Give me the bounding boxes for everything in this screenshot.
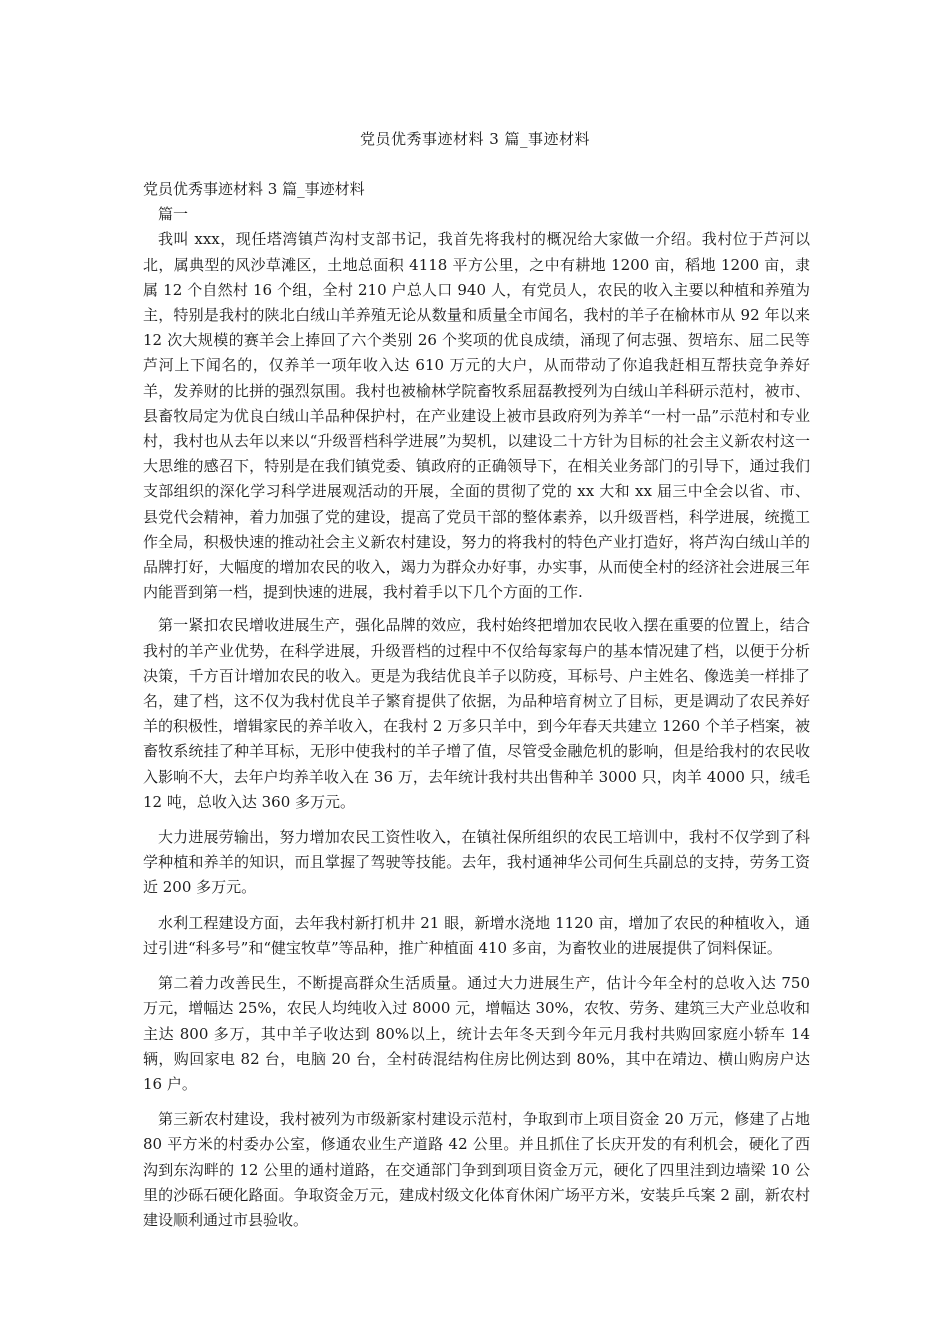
paragraph-2: 第一紧扣农民增收进展生产，强化品牌的效应，我村始终把增加农民收入摆在重要的位置上，结合我村的羊产业优势，在科学进展，升级晋档的过程中不仅给每家每户的基本情况建了档，以便于分析决策，千方百计增加农民的收入。更是为我结优良羊子以防疫，耳标号、户主姓名、像选美一样排了名，建了档，这不仅为我村优良羊子繁育提供了依据，为品种培育树立了目标，更是调动了农民养好羊的积极性，增辑家民的养羊收入，在我村 2 万多只羊中，到今年春天共建立 1260 个羊子档案，被畜牧系统挂了种羊耳标，无形中使我村的羊子增了值，尽管受金融危机的影响，但是给我村的农民收入影响不大，去年户均养羊收入在 36 万，去年统计我村共出售种羊 3000 只，肉羊 4000 只，绒毛 12 吨，总收入达 360 多万元。 <box>143 616 810 811</box>
document-title: 党员优秀事迹材料 3 篇_事迹材料 <box>359 130 591 148</box>
section-label: 篇一 <box>158 205 189 224</box>
paragraph-3: 大力进展劳输出，努力增加农民工资性收入，在镇社保所组织的农民工培训中，我村不仅学到了科学种植和养羊的知识，而且掌握了驾驶等技能。去年，我村通神华公司何生兵副总的支持，劳务工资近 200 多万元。 <box>143 828 810 897</box>
document-body <box>143 177 810 1243</box>
paragraph-5: 第二着力改善民生，不断提高群众生活质量。通过大力进展生产，估计今年全村的总收入达 750 万元，增幅达 25%，农民人均纯收入过 8000 元，增幅达 30%，农牧、劳务、建筑三大产业总收和主达 800 多万，其中羊子收达到 80%以上，统计去年冬天到今年元月我村共购回家庭小轿车 14 辆，购回家电 82 台，电脑 20 台，全村砖混结构住房比例达到 80%，其中在靖边、横山购房户达 16 户。 <box>143 974 810 1093</box>
paragraph-4: 水利工程建设方面，去年我村新打机井 21 眼，新增水浇地 1120 亩，增加了农民的种植收入，通过引进“科多号”和“健宝牧草”等品种，推广种植面 410 多亩，为畜牧业的进展提供了饲料保证。 <box>143 913 810 957</box>
paragraph-6: 第三新农村建设，我村被列为市级新家村建设示范村，争取到市上项目资金 20 万元，修建了占地 80 平方米的村委办公室，修通农业生产道路 42 公里。并且抓住了长庆开发的有利机会，硬化了西沟到东沟畔的 12 公里的通村道路，在交通部门争到到项目资金万元，硬化了四里洼到边墙梁 10 公里的沙砾石硬化路面。争取资金万元，建成村级文化体育休闲广场平方米，安装乒乓案 2 副，新农村建设顺利通过市县验收。 <box>143 1110 810 1229</box>
document-subtitle: 党员优秀事迹材料 3 篇_事迹材料 <box>143 180 365 198</box>
paragraph-1: 我叫 xxx，现任塔湾镇芦沟村支部书记，我首先将我村的概况给大家做一介绍。我村位于芦河以北，属典型的风沙草滩区，土地总面积 4118 平方公里，之中有耕地 1200 亩，稻地 1200 亩，隶属 12 个自然村 16 个组，全村 210 户总人口 940 人，有党员人，农民的收入主要以种植和养殖为主，特别是我村的陕北白绒山羊养殖无论从数量和质量全市闻名，我村的羊子在榆林市从 92 年以来 12 次大规模的赛羊会上捧回了六个类别 26 个奖项的优良成绩，涌现了何志强、贺培东、屈二民等芦河上下闻名的，仅养羊一项年收入达 610 万元的大户，从而带动了你追我赶相互帮扶竞争养好羊，发养财的比拼的强烈氛围。我村也被榆林学院畜牧系屈磊教授列为白绒山羊科研示范村，被市、县畜牧局定为优良白绒山羊品种保护村，在产业建设上被市县政府列为养羊“一村一品”示范村和专业村，我村也从去年以来以“升级晋档科学进展”为契机，以建设二十方针为目标的社会主义新农村这一大思维的感召下，特别是在我们镇党委、镇政府的正确领导下，在相关业务部门的引导下，通过我们支部组织的深化学习科学进展观活动的开展，全面的贯彻了党的 xx 大和 xx 届三中全会以省、市、县党代会精神，着力加强了党的建设，提高了党员干部的整体素养，以升级晋档，科学进展，统揽工作全局，积极快速的推动社会主义新农村建设，努力的将我村的特色产业打造好，将芦沟白绒山羊的品牌打好，大幅度的增加农民的收入，竭力为群众办好事，办实事，从而使全村的经济社会进展三年内能晋到第一档，提到快速的进展，我村着手以下几个方面的工作. <box>143 230 810 602</box>
